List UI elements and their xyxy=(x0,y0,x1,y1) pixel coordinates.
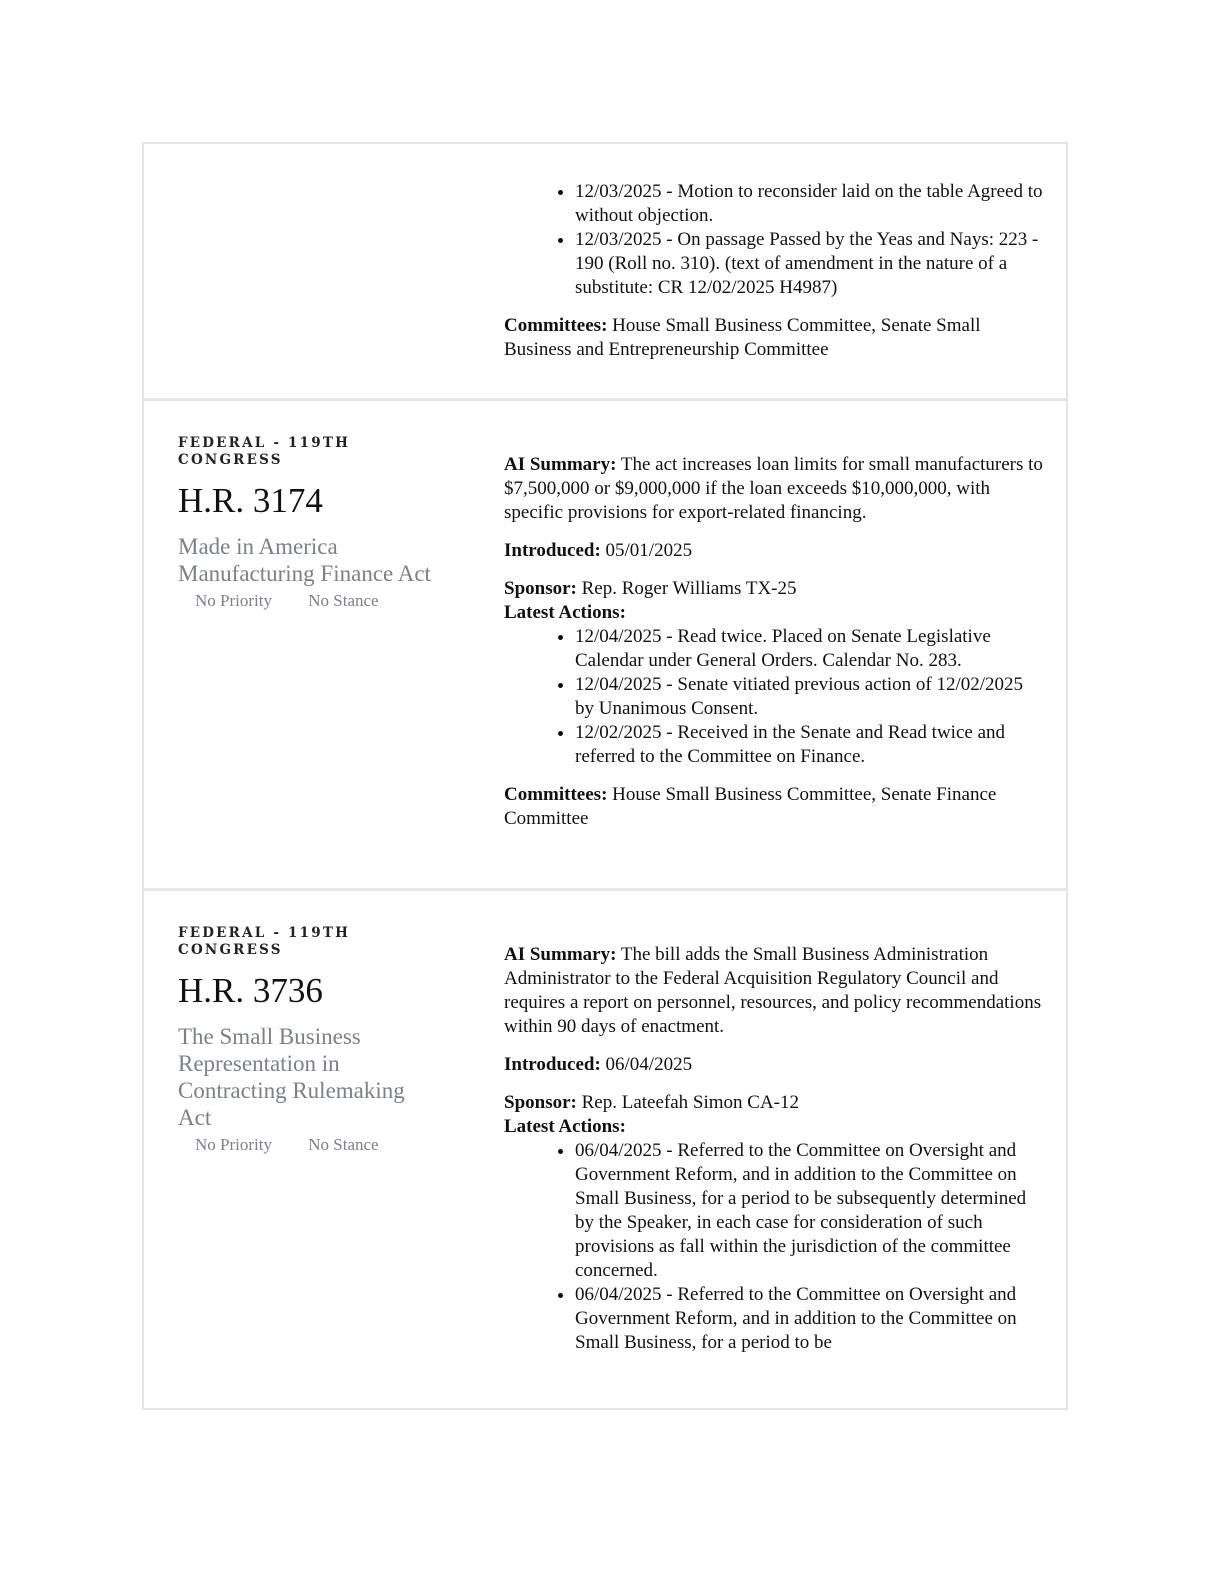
introduced-label: Introduced: xyxy=(504,540,601,561)
priority-tag[interactable]: No Priority xyxy=(195,591,272,610)
action-item: • 12/04/2025 - Read twice. Placed on Senate Legislative Calendar under General Orders. Calendar No. 283. xyxy=(575,625,1044,673)
committees-value: House Small Business Committee, Senate Finance Committee xyxy=(504,784,997,829)
bill-header xyxy=(178,435,438,611)
bill-details xyxy=(504,943,1044,1355)
action-item: • 12/02/2025 - Received in the Senate and Read twice and referred to the Committee on Finance. xyxy=(575,721,1044,769)
sponsor-name: Rep. Roger Williams TX-25 xyxy=(581,578,797,599)
latest-actions-list xyxy=(504,180,1044,300)
latest-actions-list xyxy=(504,1139,1044,1355)
action-item: • 12/03/2025 - On passage Passed by the Yeas and Nays: 223 - 190 (Roll no. 310). (text of amendment in the nature of a substitute: CR 12/02/2025 H4987) xyxy=(575,228,1044,300)
introduced xyxy=(504,539,1044,563)
committees-value: House Small Business Committee, Senate Small Business and Entrepreneurship Committee xyxy=(504,315,981,360)
action-item: • 12/03/2025 - Motion to reconsider laid on the table Agreed to without objection. xyxy=(575,180,1044,228)
sponsor xyxy=(504,577,1044,601)
bill-number[interactable]: H.R. 3174 xyxy=(178,481,323,520)
ai-summary xyxy=(504,453,1044,525)
stance-tag[interactable]: No Stance xyxy=(308,1135,379,1154)
ai-summary xyxy=(504,943,1044,1039)
bill-card-continued xyxy=(144,144,1066,398)
bill-header xyxy=(178,925,438,1155)
action-item: • 06/04/2025 - Referred to the Committee on Oversight and Government Reform, and in addition to the Committee on Small Business, for a period to be subsequently determined by the Speaker, in each case for consideration of such provisions as fall within the jurisdiction of the committee concerned. xyxy=(575,1139,1044,1283)
committees-label: Committees: xyxy=(504,315,608,336)
bill-title[interactable]: Made in America Manufacturing Finance Act xyxy=(178,534,431,586)
jurisdiction-label: FEDERAL - 119TH CONGRESS xyxy=(178,435,351,468)
introduced-date: 06/04/2025 xyxy=(605,1054,693,1075)
sponsor-label: Sponsor: xyxy=(504,1092,577,1113)
bill-number[interactable]: H.R. 3736 xyxy=(178,971,323,1010)
sponsor-name: Rep. Lateefah Simon CA-12 xyxy=(581,1092,800,1113)
bill-tags xyxy=(178,591,438,611)
bill-details xyxy=(504,453,1044,845)
action-item: • 12/04/2025 - Senate vitiated previous action of 12/02/2025 by Unanimous Consent. xyxy=(575,673,1044,721)
stance-tag[interactable]: No Stance xyxy=(308,591,379,610)
committees-label: Committees: xyxy=(504,784,608,805)
latest-actions-label: Latest Actions: xyxy=(504,1116,626,1137)
ai-summary-text: The act increases loan limits for small manufacturers to $7,500,000 or $9,000,000 if the loan exceeds $10,000,000, with specific provisions for export-related financing. xyxy=(504,454,1043,523)
bill-list xyxy=(142,142,1068,1410)
bill-details xyxy=(504,180,1044,376)
committees xyxy=(504,314,1044,362)
introduced-date: 05/01/2025 xyxy=(605,540,693,561)
committees xyxy=(504,783,1044,831)
jurisdiction-label: FEDERAL - 119TH CONGRESS xyxy=(178,925,351,958)
ai-summary-label: AI Summary: xyxy=(504,454,617,475)
latest-actions-list xyxy=(504,625,1044,769)
sponsor xyxy=(504,1091,1044,1115)
ai-summary-label: AI Summary: xyxy=(504,944,617,965)
bill-card xyxy=(144,888,1066,1410)
bill-title[interactable]: The Small Business Representation in Contracting Rulemaking Act xyxy=(178,1024,405,1130)
bill-tags xyxy=(178,1135,438,1155)
priority-tag[interactable]: No Priority xyxy=(195,1135,272,1154)
introduced xyxy=(504,1053,1044,1077)
introduced-label: Introduced: xyxy=(504,1054,601,1075)
action-item: • 06/04/2025 - Referred to the Committee on Oversight and Government Reform, and in addition to the Committee on Small Business, for a period to be xyxy=(575,1283,1044,1355)
ai-summary-text: The bill adds the Small Business Administration Administrator to the Federal Acquisition Regulatory Council and requires a report on personnel, resources, and policy recommendations within 90 days of enactment. xyxy=(504,944,1042,1037)
latest-actions-label: Latest Actions: xyxy=(504,602,626,623)
sponsor-label: Sponsor: xyxy=(504,578,577,599)
bill-card xyxy=(144,398,1066,888)
